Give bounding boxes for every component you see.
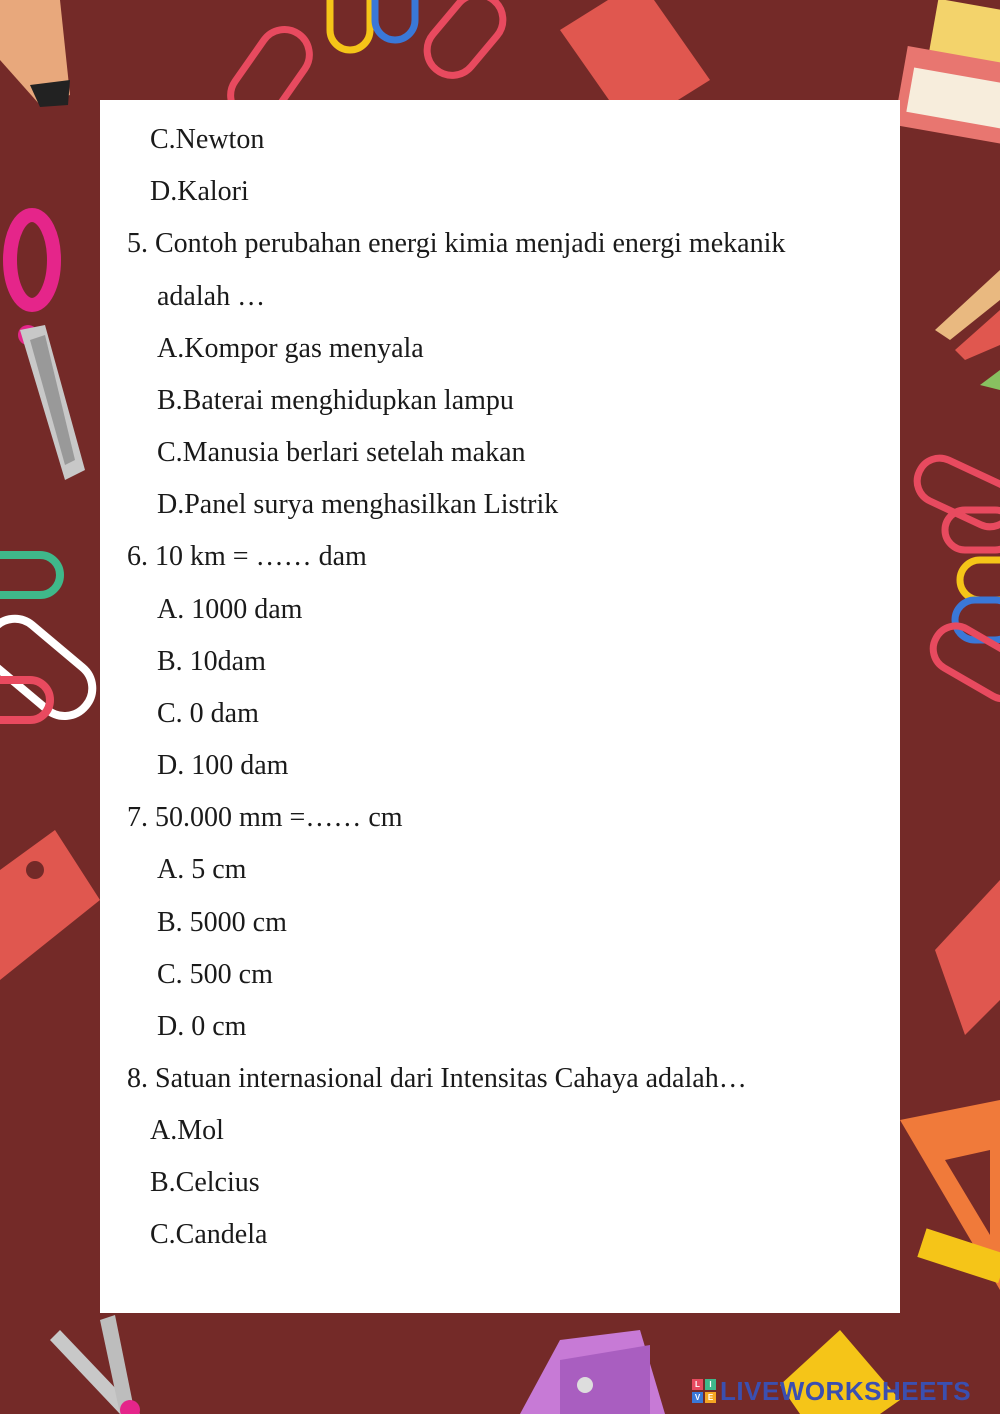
pencils-icon — [935, 270, 1000, 390]
answer-option: D. 100 dam — [157, 750, 289, 781]
logo-text: LIVEWORKSHEETS — [720, 1375, 972, 1406]
logo-grid-icon: L I V E — [692, 1379, 716, 1403]
books-icon — [894, 0, 1000, 144]
answer-option: C.Manusia berlari setelah makan — [157, 437, 526, 468]
scissors-icon — [50, 1315, 140, 1414]
sharpener-icon — [520, 1330, 665, 1414]
answer-option: B. 5000 cm — [157, 907, 287, 938]
question-text: 5. Contoh perubahan energi kimia menjadi energi mekanik — [127, 228, 786, 259]
answer-option: B.Celcius — [150, 1167, 260, 1198]
set-square-icon — [900, 1100, 1000, 1290]
paper-clip-icon — [910, 451, 1000, 707]
question-text-continued: adalah … — [157, 281, 266, 312]
answer-option: A.Mol — [150, 1115, 224, 1146]
scissors-icon — [10, 215, 85, 480]
question-text: 8. Satuan internasional dari Intensitas Cahaya adalah… — [127, 1063, 747, 1094]
answer-option: C.Newton — [150, 124, 265, 155]
answer-option: C. 0 dam — [157, 698, 259, 729]
answer-option: C. 500 cm — [157, 959, 273, 990]
ruler-icon — [0, 830, 100, 980]
answer-option: D.Kalori — [150, 176, 249, 207]
answer-option: D.Panel surya menghasilkan Listrik — [157, 489, 559, 520]
answer-option: A.Kompor gas menyala — [157, 333, 424, 364]
paper-clip-icon — [0, 555, 103, 727]
ruler-icon — [935, 880, 1000, 1035]
answer-option: A. 1000 dam — [157, 594, 303, 625]
answer-option: B. 10dam — [157, 646, 266, 677]
answer-option: B.Baterai menghidupkan lampu — [157, 385, 514, 416]
question-text: 7. 50.000 mm =…… cm — [127, 802, 403, 833]
answer-option: A. 5 cm — [157, 854, 247, 885]
answer-option: D. 0 cm — [157, 1011, 247, 1042]
liveworksheets-logo — [692, 1375, 972, 1406]
question-text: 6. 10 km = …… dam — [127, 541, 367, 572]
pencil-icon — [0, 0, 70, 107]
answer-option: C.Candela — [150, 1219, 268, 1250]
